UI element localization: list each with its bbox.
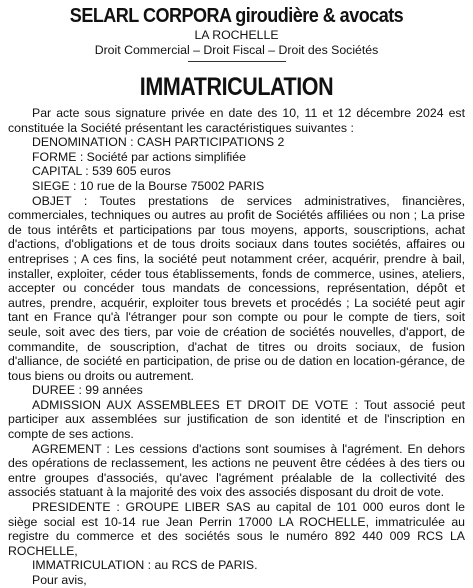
presidente-paragraph: PRESIDENTE : GROUPE LIBER SAS au capital de 101 000 euros dont le siège social est 10-14 rue Jean Perrin 17000 LA ROCHELLE, immatriculée au registre du commerce et des sociétés sous le numéro 892 440 009 RCS LA ROCHELLE,	[8, 500, 465, 558]
intro-paragraph: Par acte sous signature privée en date des 10, 11 et 12 décembre 2024 est constituée la Société présentant les caractéristiques suivantes :	[8, 106, 465, 135]
siege-line: SIEGE : 10 rue de la Bourse 75002 PARIS	[32, 178, 265, 193]
immatriculation-line: IMMATRICULATION : au RCS de PARIS.	[32, 558, 258, 573]
duree-line: DUREE : 99 années	[32, 383, 143, 398]
admission-paragraph: ADMISSION AUX ASSEMBLEES ET DROIT DE VOTE : Tout associé peut participer aux assemblées sur justification de son identité et de l'inscription en compte de ses actions.	[8, 397, 465, 442]
pour-avis-line: Pour avis,	[32, 573, 87, 587]
forme-line: FORME : Société par actions simplifiée	[32, 149, 246, 164]
objet-paragraph: OBJET : Toutes prestations de services administratives, financières, commerciales, techniques ou autres au profit de Sociétés affiliées ou non ; La prise de tous intérêts et participations par tous moyens, apports, souscriptions, achat d'actions, d'obligations et de tous droits sociaux dans toutes sociétés, affaires ou entreprises ; A ces fins, la société peut notamment créer, acquérir, prendre à bail, installer, exploiter, céder tous établissements, fonds de commerce, usines, ateliers, accepter ou concéder tous mandats de concessions, représentation, dépôt et autres, prendre, acquérir, exploiter tous brevets et procédés ; La société peut agir tant en France qu'à l'étranger pour son compte ou pour le compte de tiers, soit seule, soit avec des tiers, par voie de création de sociétés nouvelles, d'apport, de commandite, de souscription, d'achat de titres ou droits sociaux, de fusion d'alliance, de société en participation, de prise ou de dation en location-gérance, de tous biens ou droits ou autrement.	[8, 193, 465, 383]
notice-title: IMMATRICULATION	[139, 73, 334, 101]
notice-body	[8, 106, 465, 588]
firm-city: LA ROCHELLE	[194, 28, 279, 42]
denomination-line: DENOMINATION : CASH PARTICIPATIONS 2	[32, 135, 285, 150]
header-divider	[188, 61, 286, 62]
capital-line: CAPITAL : 539 605 euros	[32, 164, 171, 179]
agrement-paragraph: AGREMENT : Les cessions d'actions sont soumises à l'agrément. En dehors des opérations de reclassement, les actions ne peuvent être cédées à des tiers ou entre groupes d'associés, qu'avec l'agrément préalable de la collectivité des associés statuant à la majorité des voix des associés disposant du droit de vote.	[8, 441, 465, 500]
firm-name: SELARL CORPORA giroudière & avocats	[69, 4, 404, 27]
firm-specialties: Droit Commercial – Droit Fiscal – Droit des Sociétés	[94, 42, 379, 57]
